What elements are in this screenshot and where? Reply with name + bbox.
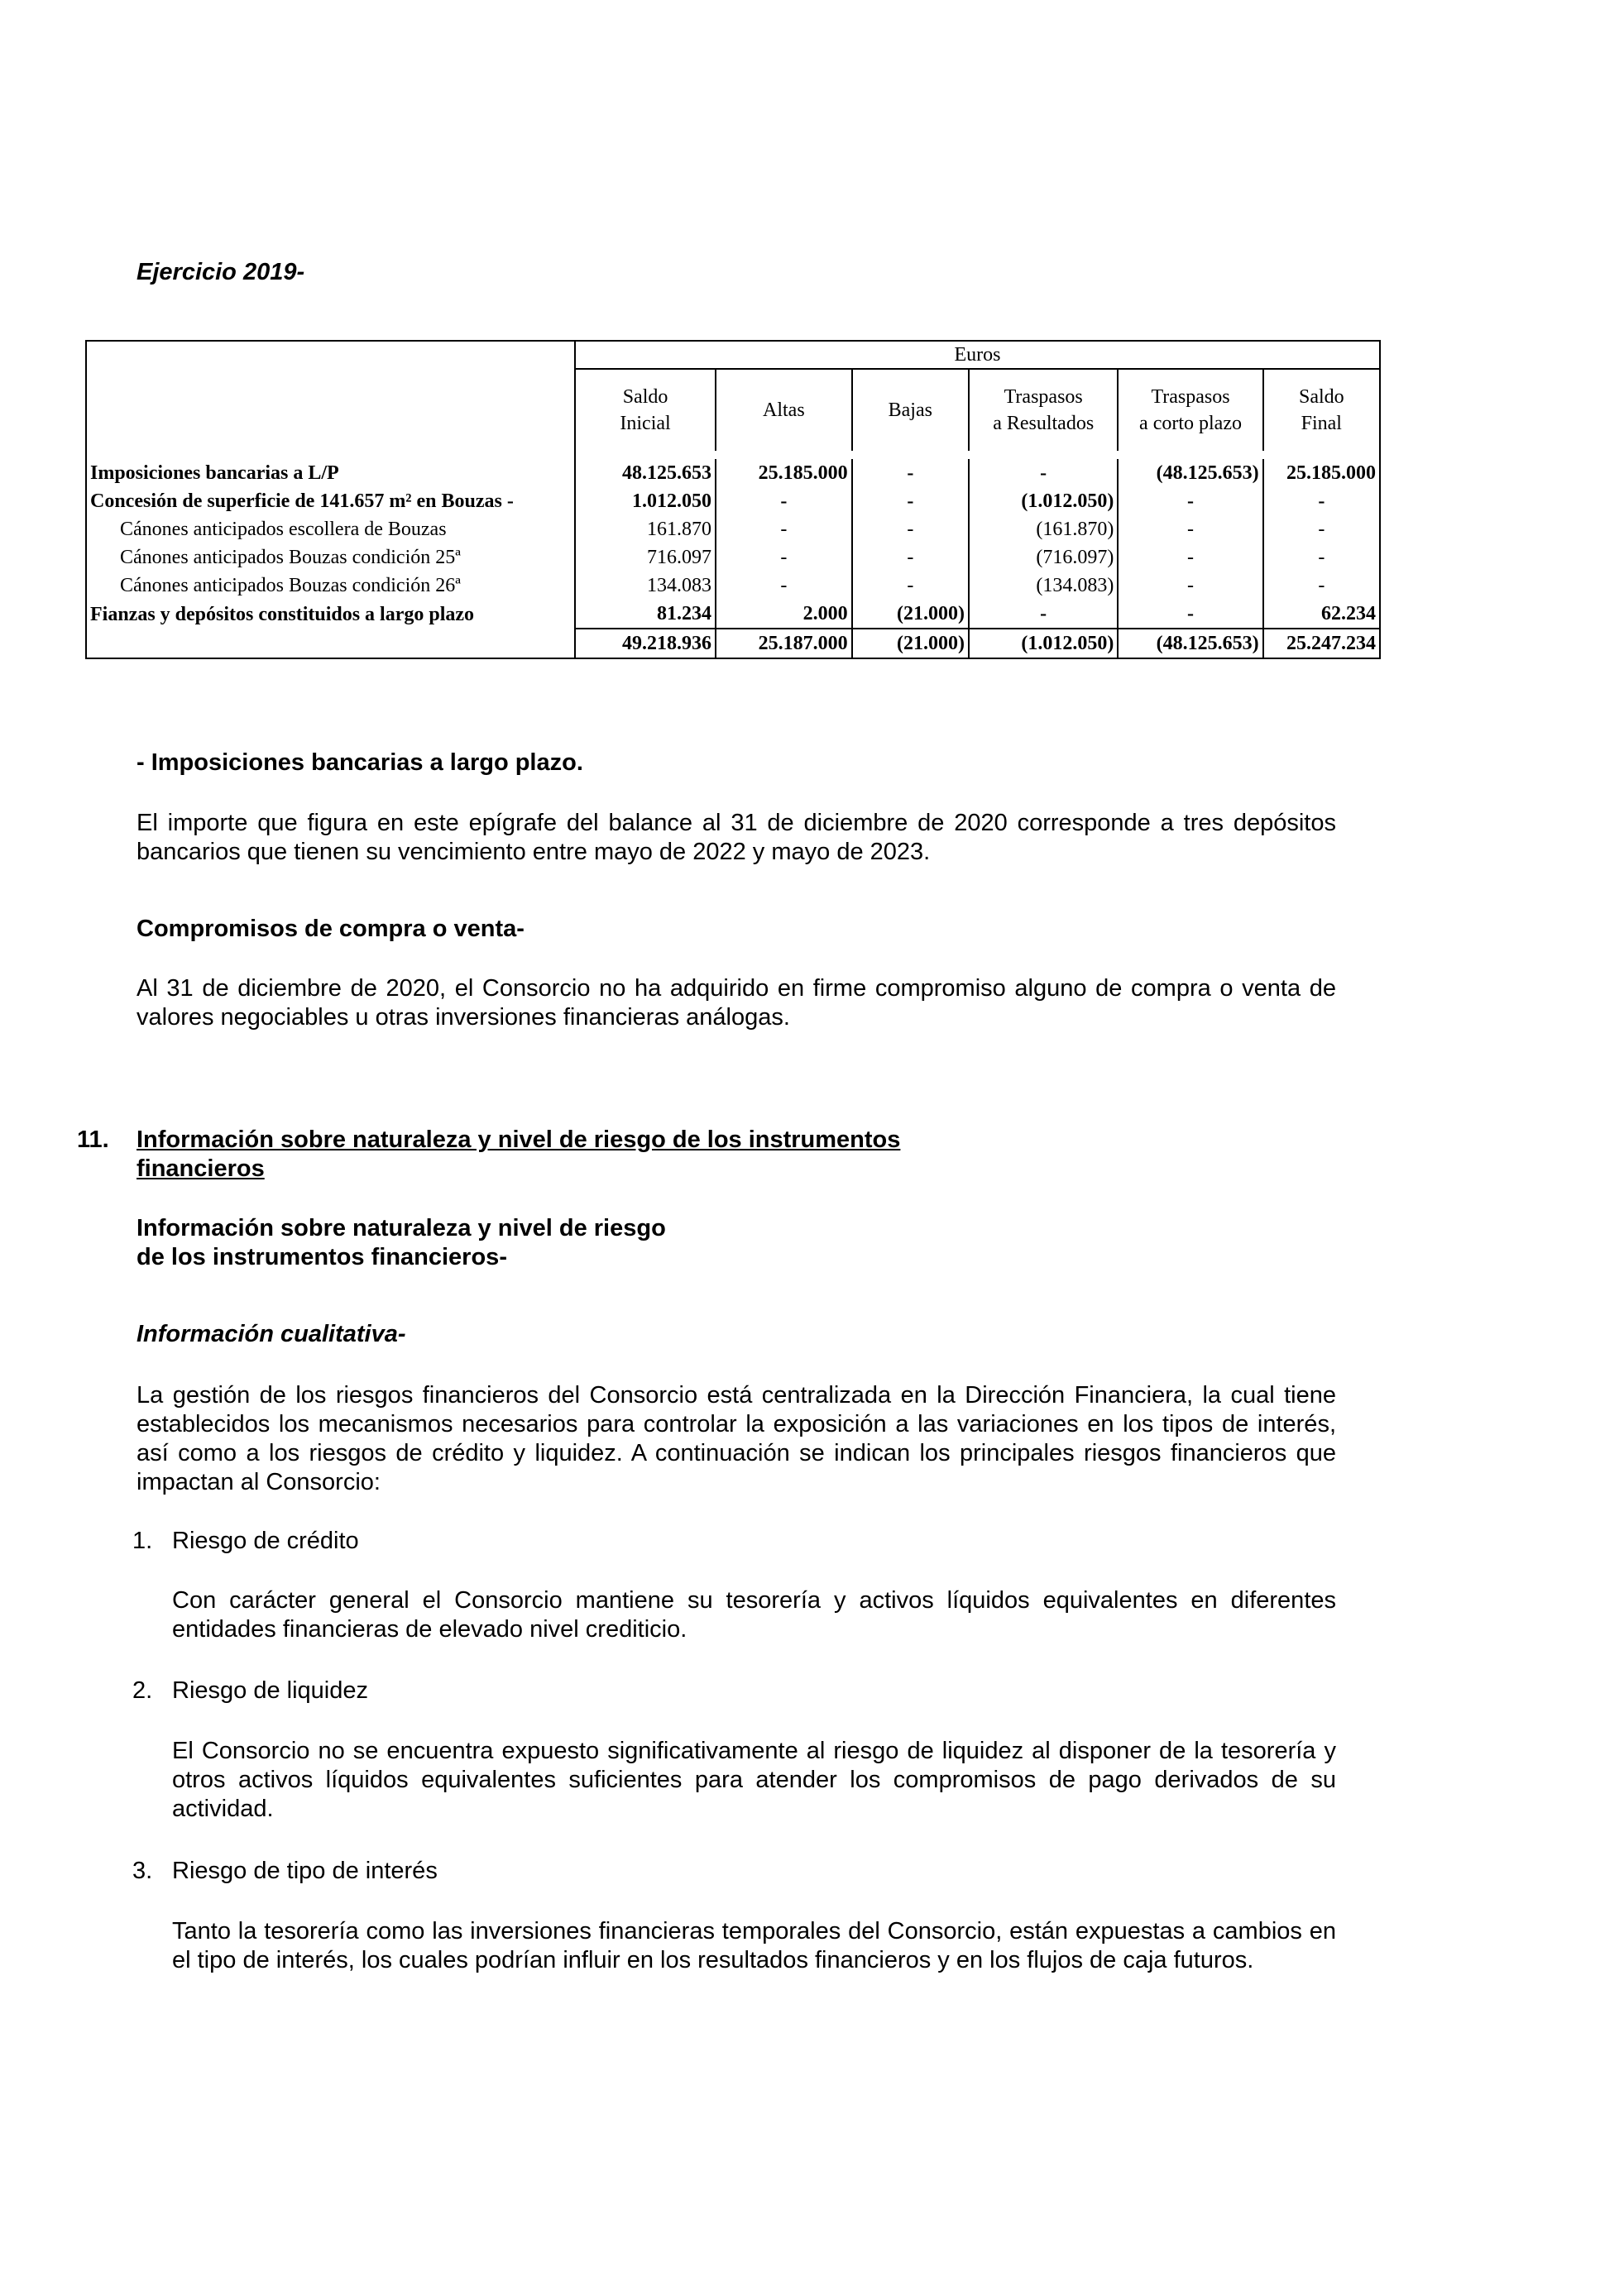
- imposiciones-text: El importe que figura en este epígrafe del balance al 31 de diciembre de 2020 corresponde a tres depósitos bancarios que tienen su vencimiento entre mayo de 2022 y mayo de 2023.: [137, 810, 1336, 865]
- col-header-altas: Altas: [716, 369, 852, 451]
- row-value: -: [969, 600, 1118, 629]
- section-11-subtitle-line2: de los instrumentos financieros-: [137, 1244, 507, 1270]
- section-11-title: [77, 1126, 900, 1184]
- row-value: 1.012.050: [575, 487, 716, 515]
- total-value: 49.218.936: [575, 629, 716, 658]
- row-value: -: [1118, 543, 1262, 572]
- table-body: [86, 459, 1380, 658]
- row-label: Fianzas y depósitos constituidos a largo plazo: [86, 600, 575, 629]
- total-label-blank: [86, 629, 575, 658]
- row-value: -: [852, 543, 969, 572]
- row-value: -: [1263, 515, 1380, 543]
- row-value: -: [1263, 572, 1380, 600]
- row-value: 81.234: [575, 600, 716, 629]
- risk-3-text: Tanto la tesorería como las inversiones financieras temporales del Consorcio, están expuestas a cambios en el tipo de interés, los cuales podrían influir en los resultados financieros y en los flujos de caja futuros.: [172, 1918, 1336, 1973]
- row-value: -: [1263, 487, 1380, 515]
- compromisos-text: Al 31 de diciembre de 2020, el Consorcio no ha adquirido en firme compromiso alguno de compra o venta de valores negociables u otras inversiones financieras análogas.: [137, 975, 1336, 1031]
- row-value: -: [852, 515, 969, 543]
- col-header-bajas: Bajas: [852, 369, 969, 451]
- row-value: (1.012.050): [969, 487, 1118, 515]
- total-value: 25.187.000: [716, 629, 852, 658]
- table-row: [86, 459, 1380, 487]
- table-row: [86, 572, 1380, 600]
- risk-3-title: 3. Riesgo de tipo de interés: [132, 1858, 438, 1884]
- risk-1-text: Con carácter general el Consorcio mantiene su tesorería y activos líquidos equivalentes en diferentes entidades financieras de elevado nivel crediticio.: [172, 1587, 1336, 1643]
- col-header-saldo-final: Saldo Final: [1263, 369, 1380, 451]
- total-row: [86, 629, 1380, 658]
- table-row: [86, 515, 1380, 543]
- section-11-subtitle-line1: Información sobre naturaleza y nivel de riesgo: [137, 1215, 666, 1241]
- total-value: (1.012.050): [969, 629, 1118, 658]
- row-value: 25.185.000: [1263, 459, 1380, 487]
- row-value: -: [852, 487, 969, 515]
- section-11-subtitle: [137, 1214, 666, 1272]
- total-value: (48.125.653): [1118, 629, 1262, 658]
- row-value: -: [1118, 515, 1262, 543]
- row-value: 716.097: [575, 543, 716, 572]
- risk-2-text: El Consorcio no se encuentra expuesto significativamente al riesgo de liquidez al disponer de la tesorería y otros activos líquidos equivalentes suficientes para atender los compromisos de pago derivados de su actividad.: [172, 1738, 1336, 1822]
- compromisos-title: Compromisos de compra o venta-: [137, 916, 525, 942]
- section-11-title-line2: financieros: [137, 1155, 265, 1182]
- row-value: -: [969, 459, 1118, 487]
- row-value: 48.125.653: [575, 459, 716, 487]
- row-value: -: [1118, 487, 1262, 515]
- row-label: Concesión de superficie de 141.657 m² en Bouzas -: [86, 487, 575, 515]
- risk-1-title: 1. Riesgo de crédito: [132, 1528, 359, 1554]
- row-label: Cánones anticipados Bouzas condición 25ª: [86, 543, 575, 572]
- row-value: (21.000): [852, 600, 969, 629]
- row-value: (134.083): [969, 572, 1118, 600]
- currency-header: Euros: [575, 341, 1380, 369]
- row-value: -: [716, 543, 852, 572]
- table-row: [86, 487, 1380, 515]
- section-11-title-line1: Información sobre naturaleza y nivel de riesgo de los instrumentos: [137, 1126, 901, 1153]
- row-label: Cánones anticipados escollera de Bouzas: [86, 515, 575, 543]
- row-value: -: [852, 572, 969, 600]
- qualitative-title: Información cualitativa-: [137, 1321, 406, 1347]
- total-value: (21.000): [852, 629, 969, 658]
- row-label: Imposiciones bancarias a L/P: [86, 459, 575, 487]
- row-value: -: [852, 459, 969, 487]
- row-value: -: [716, 515, 852, 543]
- row-value: -: [716, 487, 852, 515]
- row-value: (716.097): [969, 543, 1118, 572]
- qualitative-intro: La gestión de los riesgos financieros del Consorcio está centralizada en la Dirección Financiera, la cual tiene establecidos los mecanismos necesarios para controlar la exposición a las variaciones en los tipos de interés, así como a los riesgos de crédito y liquidez. A continuación se indican los principales riesgos financieros que impactan al Consorcio:: [137, 1382, 1336, 1495]
- row-value: -: [1118, 572, 1262, 600]
- currency-header-row: [86, 341, 1380, 369]
- imposiciones-title: - Imposiciones bancarias a largo plazo.: [137, 749, 583, 776]
- row-value: (48.125.653): [1118, 459, 1262, 487]
- table-row: [86, 600, 1380, 629]
- section-11-number: 11.: [77, 1126, 109, 1153]
- row-value: -: [1118, 600, 1262, 629]
- table-row: [86, 543, 1380, 572]
- total-value: 25.247.234: [1263, 629, 1380, 658]
- row-value: 134.083: [575, 572, 716, 600]
- row-value: 161.870: [575, 515, 716, 543]
- row-value: -: [716, 572, 852, 600]
- row-value: 25.185.000: [716, 459, 852, 487]
- balance-table: [85, 340, 1381, 659]
- header-blank-cell: [86, 341, 575, 459]
- col-header-saldo-inicial: Saldo Inicial: [575, 369, 716, 451]
- col-header-traspasos-resultados: Traspasos a Resultados: [969, 369, 1118, 451]
- row-value: 2.000: [716, 600, 852, 629]
- col-header-traspasos-corto: Traspasos a corto plazo: [1118, 369, 1262, 451]
- row-value: (161.870): [969, 515, 1118, 543]
- risk-2-title: 2. Riesgo de liquidez: [132, 1677, 368, 1704]
- row-label: Cánones anticipados Bouzas condición 26ª: [86, 572, 575, 600]
- row-value: 62.234: [1263, 600, 1380, 629]
- row-value: -: [1263, 543, 1380, 572]
- section-heading: Ejercicio 2019-: [137, 259, 305, 285]
